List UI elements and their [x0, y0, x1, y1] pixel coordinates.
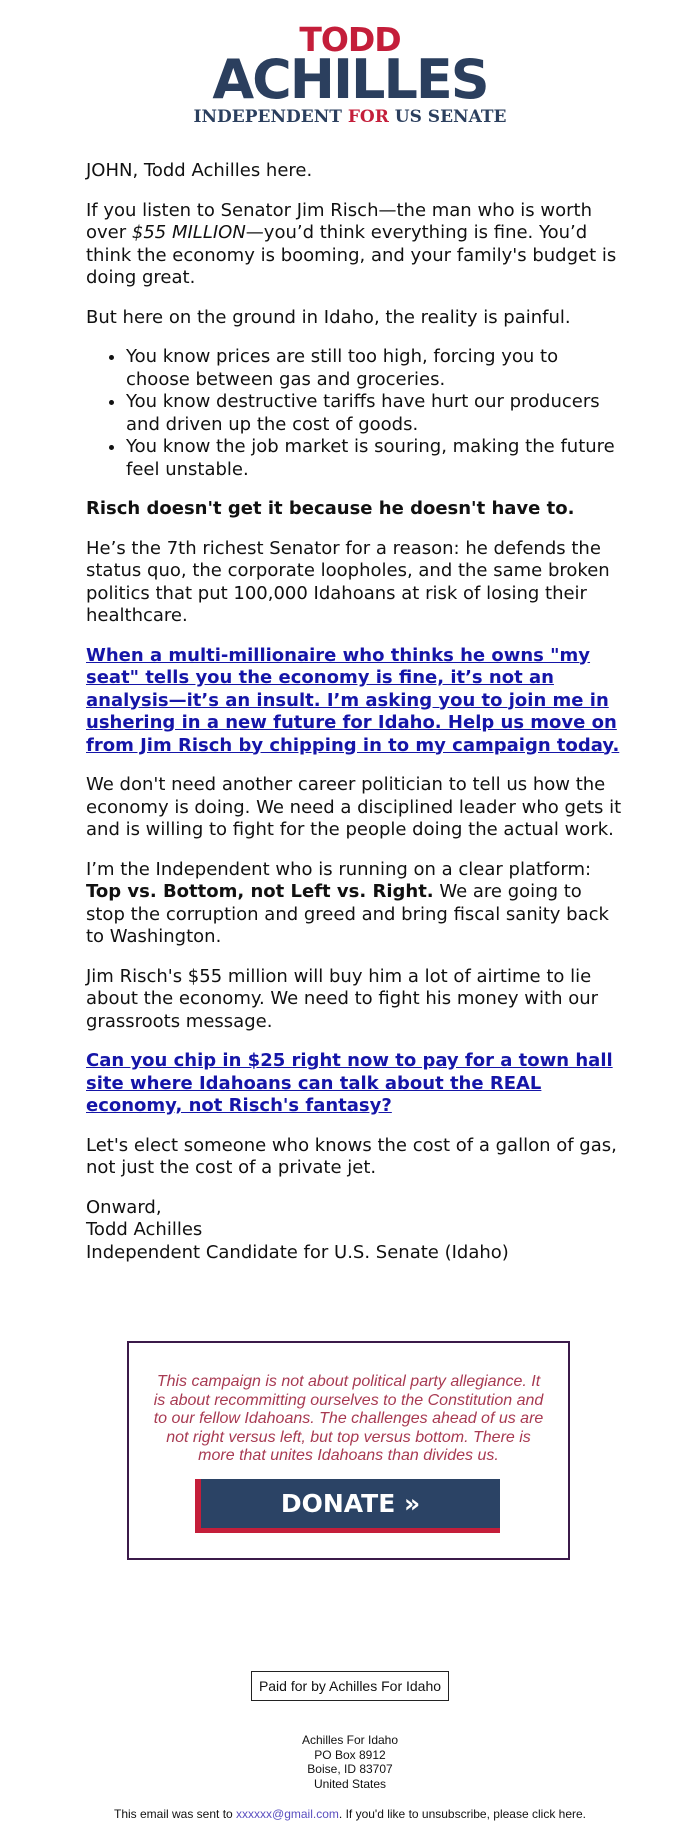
platform-text-end: We are going to stop the corruption and greed and bring fiscal sanity back to Washington. [86, 881, 609, 947]
donate-button[interactable]: DONATE » [195, 1479, 500, 1533]
signature [86, 1197, 626, 1265]
list-item: • You know prices are still too high, forcing you to choose between gas and groceries. [126, 346, 626, 391]
email-body [86, 160, 626, 1264]
donate-link-main[interactable]: When a multi-millionaire who thinks he owns "my seat" tells you the economy is fine, it’s not an analysis—it’s an insult. I’m asking you to join me in ushering in a new future for Idaho. Help us move on from Jim Risch by chipping in to my campaign today. [86, 644, 620, 756]
address-line: United States [313, 1776, 387, 1791]
donate-link-paragraph-2 [86, 1050, 626, 1118]
campaign-quote: This campaign is not about political party allegiance. It is about recommitting ourselves to the Constitution and to our fellow Idahoans. The challenges ahead of us are not right versus left, but top versus bottom. There is more that unites Idahoans than divides us. [153, 1373, 544, 1464]
address-line: Achilles For Idaho [301, 1733, 399, 1747]
intro-text-end: —you’d think everything is fine. You’d think the economy is booming, and your family's budget is doing great. [86, 222, 617, 288]
unsubscribe-notice [0, 1807, 700, 1821]
donate-link-town-hall[interactable]: Can you chip in $25 right now to pay for a town hall site where Idahoans can talk about the REAL economy, not Risch's fantasy? [86, 1050, 613, 1116]
logo-first-name: TODD [299, 20, 401, 59]
platform-text-start: I’m the Independent who is running on a clear platform: [86, 858, 592, 880]
address-line: Boise, ID 83707 [307, 1762, 393, 1776]
bold-statement: Risch doesn't get it because he doesn't have to. [86, 498, 575, 519]
intro-emphasis: $55 MILLION [131, 222, 246, 243]
paragraph-reality: But here on the ground in Idaho, the reality is painful. [86, 306, 571, 328]
paragraph-platform [86, 859, 626, 949]
paragraph-airtime: Jim Risch's $55 million will buy him a lot of airtime to lie about the economy. We need to fight his money with our grassroots message. [86, 965, 599, 1032]
sent-prefix: This email was sent to [113, 1807, 237, 1821]
sent-suffix: . [582, 1807, 587, 1821]
paragraph-career-politician: We don't need another career politician to tell us how the economy is doing. We need a disciplined leader who gets it and is willing to fight for the people doing the actual work. [86, 774, 622, 840]
recipient-email-link[interactable]: xxxxxx@gmail.com [236, 1807, 339, 1821]
paragraph-gallon: Let's elect someone who knows the cost of a gallon of gas, not just the cost of a private jet. [86, 1134, 617, 1178]
donate-box [127, 1341, 570, 1560]
paragraph-richest: He’s the 7th richest Senator for a reason: he defends the status quo, the corporate loopholes, and the same broken politics that put 100,000 Idahoans at risk of losing their healthcare. [86, 537, 610, 626]
campaign-logo [0, 0, 700, 135]
unsubscribe-link[interactable]: click here [531, 1807, 583, 1821]
sent-middle: . If you'd like to unsubscribe, please [338, 1807, 532, 1821]
list-item: • You know destructive tariffs have hurt our producers and driven up the cost of goods. [126, 391, 626, 436]
greeting: JOHN, Todd Achilles here. [86, 160, 313, 181]
address-line: PO Box 8912 [314, 1747, 386, 1762]
logo-tagline-senate: US SENATE [394, 107, 507, 127]
donate-link-paragraph-1 [86, 645, 626, 758]
list-item: • You know the job market is souring, making the future feel unstable. [126, 436, 626, 481]
logo-last-name: ACHILLES [212, 48, 488, 111]
mailing-address [0, 1733, 700, 1791]
logo-tagline-for: FOR [347, 107, 389, 127]
signoff: Onward, [86, 1196, 162, 1218]
signature-name: Todd Achilles [86, 1219, 203, 1240]
signature-title: Independent Candidate for U.S. Senate (Idaho) [86, 1241, 509, 1263]
paid-for-disclaimer: Paid for by Achilles For Idaho [251, 1671, 449, 1701]
logo-tagline-independent: INDEPENDENT [193, 107, 342, 127]
bullet-list [86, 346, 626, 481]
platform-slogan: Top vs. Bottom, not Left vs. Right. [86, 881, 434, 902]
intro-text-start: If you listen to Senator Jim Risch—the man who is worth over [86, 199, 593, 243]
paragraph-intro [86, 200, 626, 290]
logo-tagline [0, 106, 700, 128]
